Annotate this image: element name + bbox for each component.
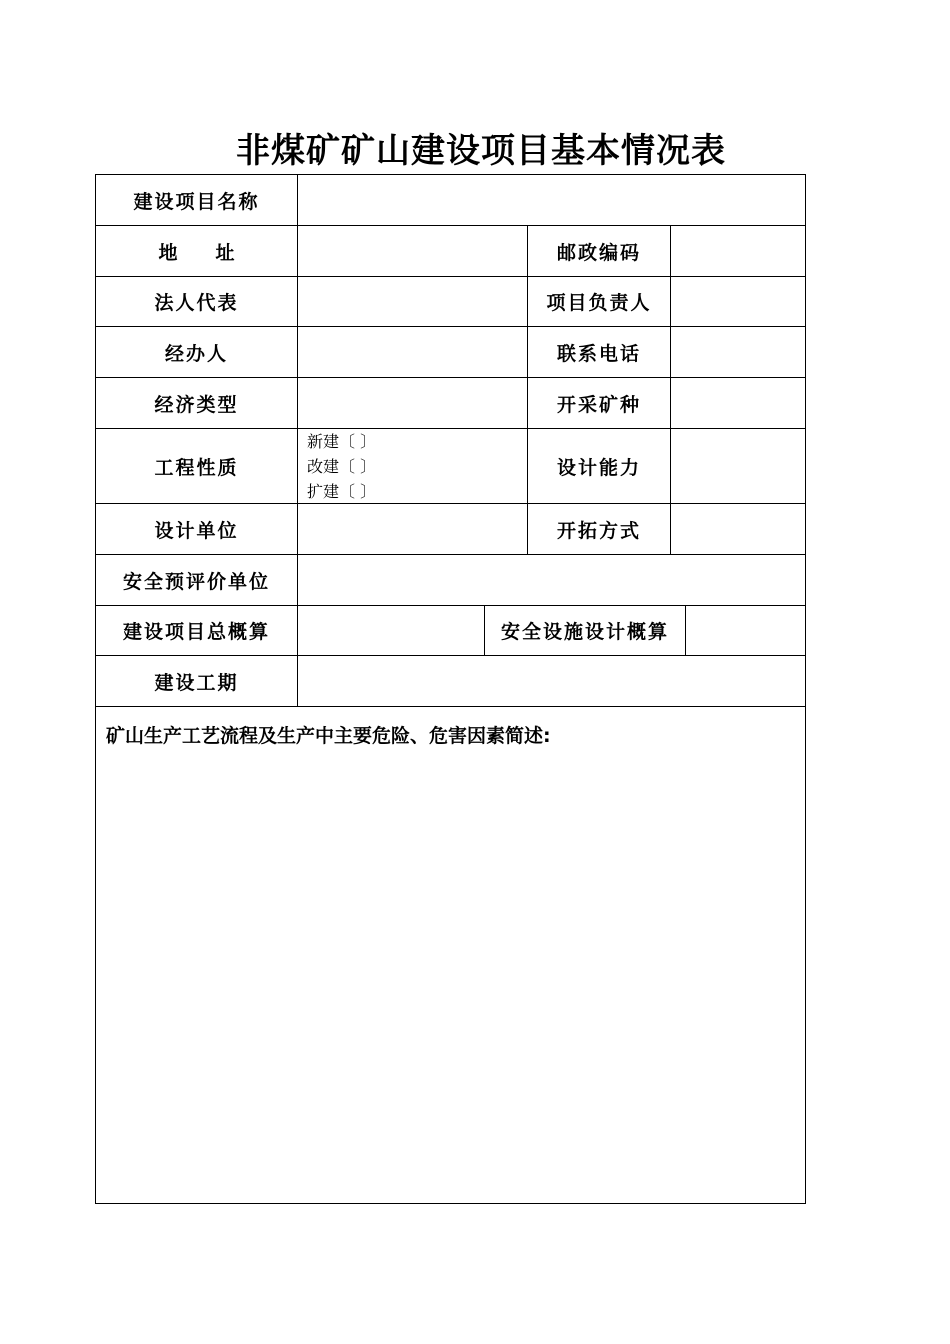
project-nature-label: 工程性质 (154, 456, 239, 479)
economy-type-label: 经济类型 (154, 393, 239, 416)
design-capacity-field[interactable] (670, 429, 807, 503)
legal-rep-field[interactable] (297, 277, 527, 326)
address-field[interactable] (297, 226, 527, 276)
project-name-label: 建设项目名称 (133, 190, 260, 213)
row-project-nature (96, 429, 805, 504)
form-title: 非煤矿矿山建设项目基本情况表 (236, 131, 726, 171)
development-method-field[interactable] (670, 504, 807, 554)
row-address (96, 226, 805, 277)
legal-rep-label: 法人代表 (154, 292, 239, 314)
development-method-label: 开拓方式 (527, 504, 670, 554)
safety-facility-budget-label: 安全设施设计概算 (484, 606, 685, 655)
option-rebuild[interactable]: 改建〔 〕 (307, 456, 377, 476)
mineral-type-label: 开采矿种 (527, 378, 670, 428)
mineral-type-field[interactable] (670, 378, 807, 428)
project-nature-options (297, 429, 527, 503)
contact-phone-field[interactable] (670, 327, 807, 377)
postal-code-label: 邮政编码 (527, 226, 670, 276)
safety-facility-budget-field[interactable] (685, 606, 807, 655)
project-leader-label: 项目负责人 (527, 277, 670, 326)
handler-field[interactable] (297, 327, 527, 377)
total-budget-label: 建设项目总概算 (122, 621, 270, 643)
option-expansion[interactable]: 扩建〔 〕 (307, 481, 377, 501)
construction-period-label: 建设工期 (154, 671, 239, 694)
design-unit-label: 设计单位 (154, 519, 239, 542)
row-handler (96, 327, 805, 378)
design-unit-field[interactable] (297, 504, 527, 554)
row-budget (96, 606, 805, 656)
construction-period-field[interactable] (297, 656, 807, 706)
project-info-form (95, 174, 806, 1204)
project-name-field[interactable] (297, 175, 807, 225)
postal-code-field[interactable] (670, 226, 807, 276)
row-design-unit (96, 504, 805, 555)
economy-type-field[interactable] (297, 378, 527, 428)
project-leader-field[interactable] (670, 277, 807, 326)
handler-label: 经办人 (164, 342, 228, 365)
design-capacity-label: 设计能力 (527, 429, 670, 503)
option-new-build[interactable]: 新建〔 〕 (307, 431, 377, 451)
safety-eval-unit-label: 安全预评价单位 (122, 570, 270, 593)
safety-eval-unit-field[interactable] (297, 555, 807, 605)
description-area[interactable] (96, 707, 805, 1204)
row-economy-type (96, 378, 805, 429)
row-legal-rep (96, 277, 805, 327)
total-budget-field[interactable] (297, 606, 484, 655)
row-construction-period (96, 656, 805, 707)
row-safety-eval-unit (96, 555, 805, 606)
row-project-name (96, 175, 805, 226)
address-label-text: 地 址 (158, 241, 235, 264)
description-label: 矿山生产工艺流程及生产中主要危险、危害因素简述: (106, 725, 551, 747)
contact-phone-label: 联系电话 (527, 327, 670, 377)
address-label (96, 226, 297, 276)
